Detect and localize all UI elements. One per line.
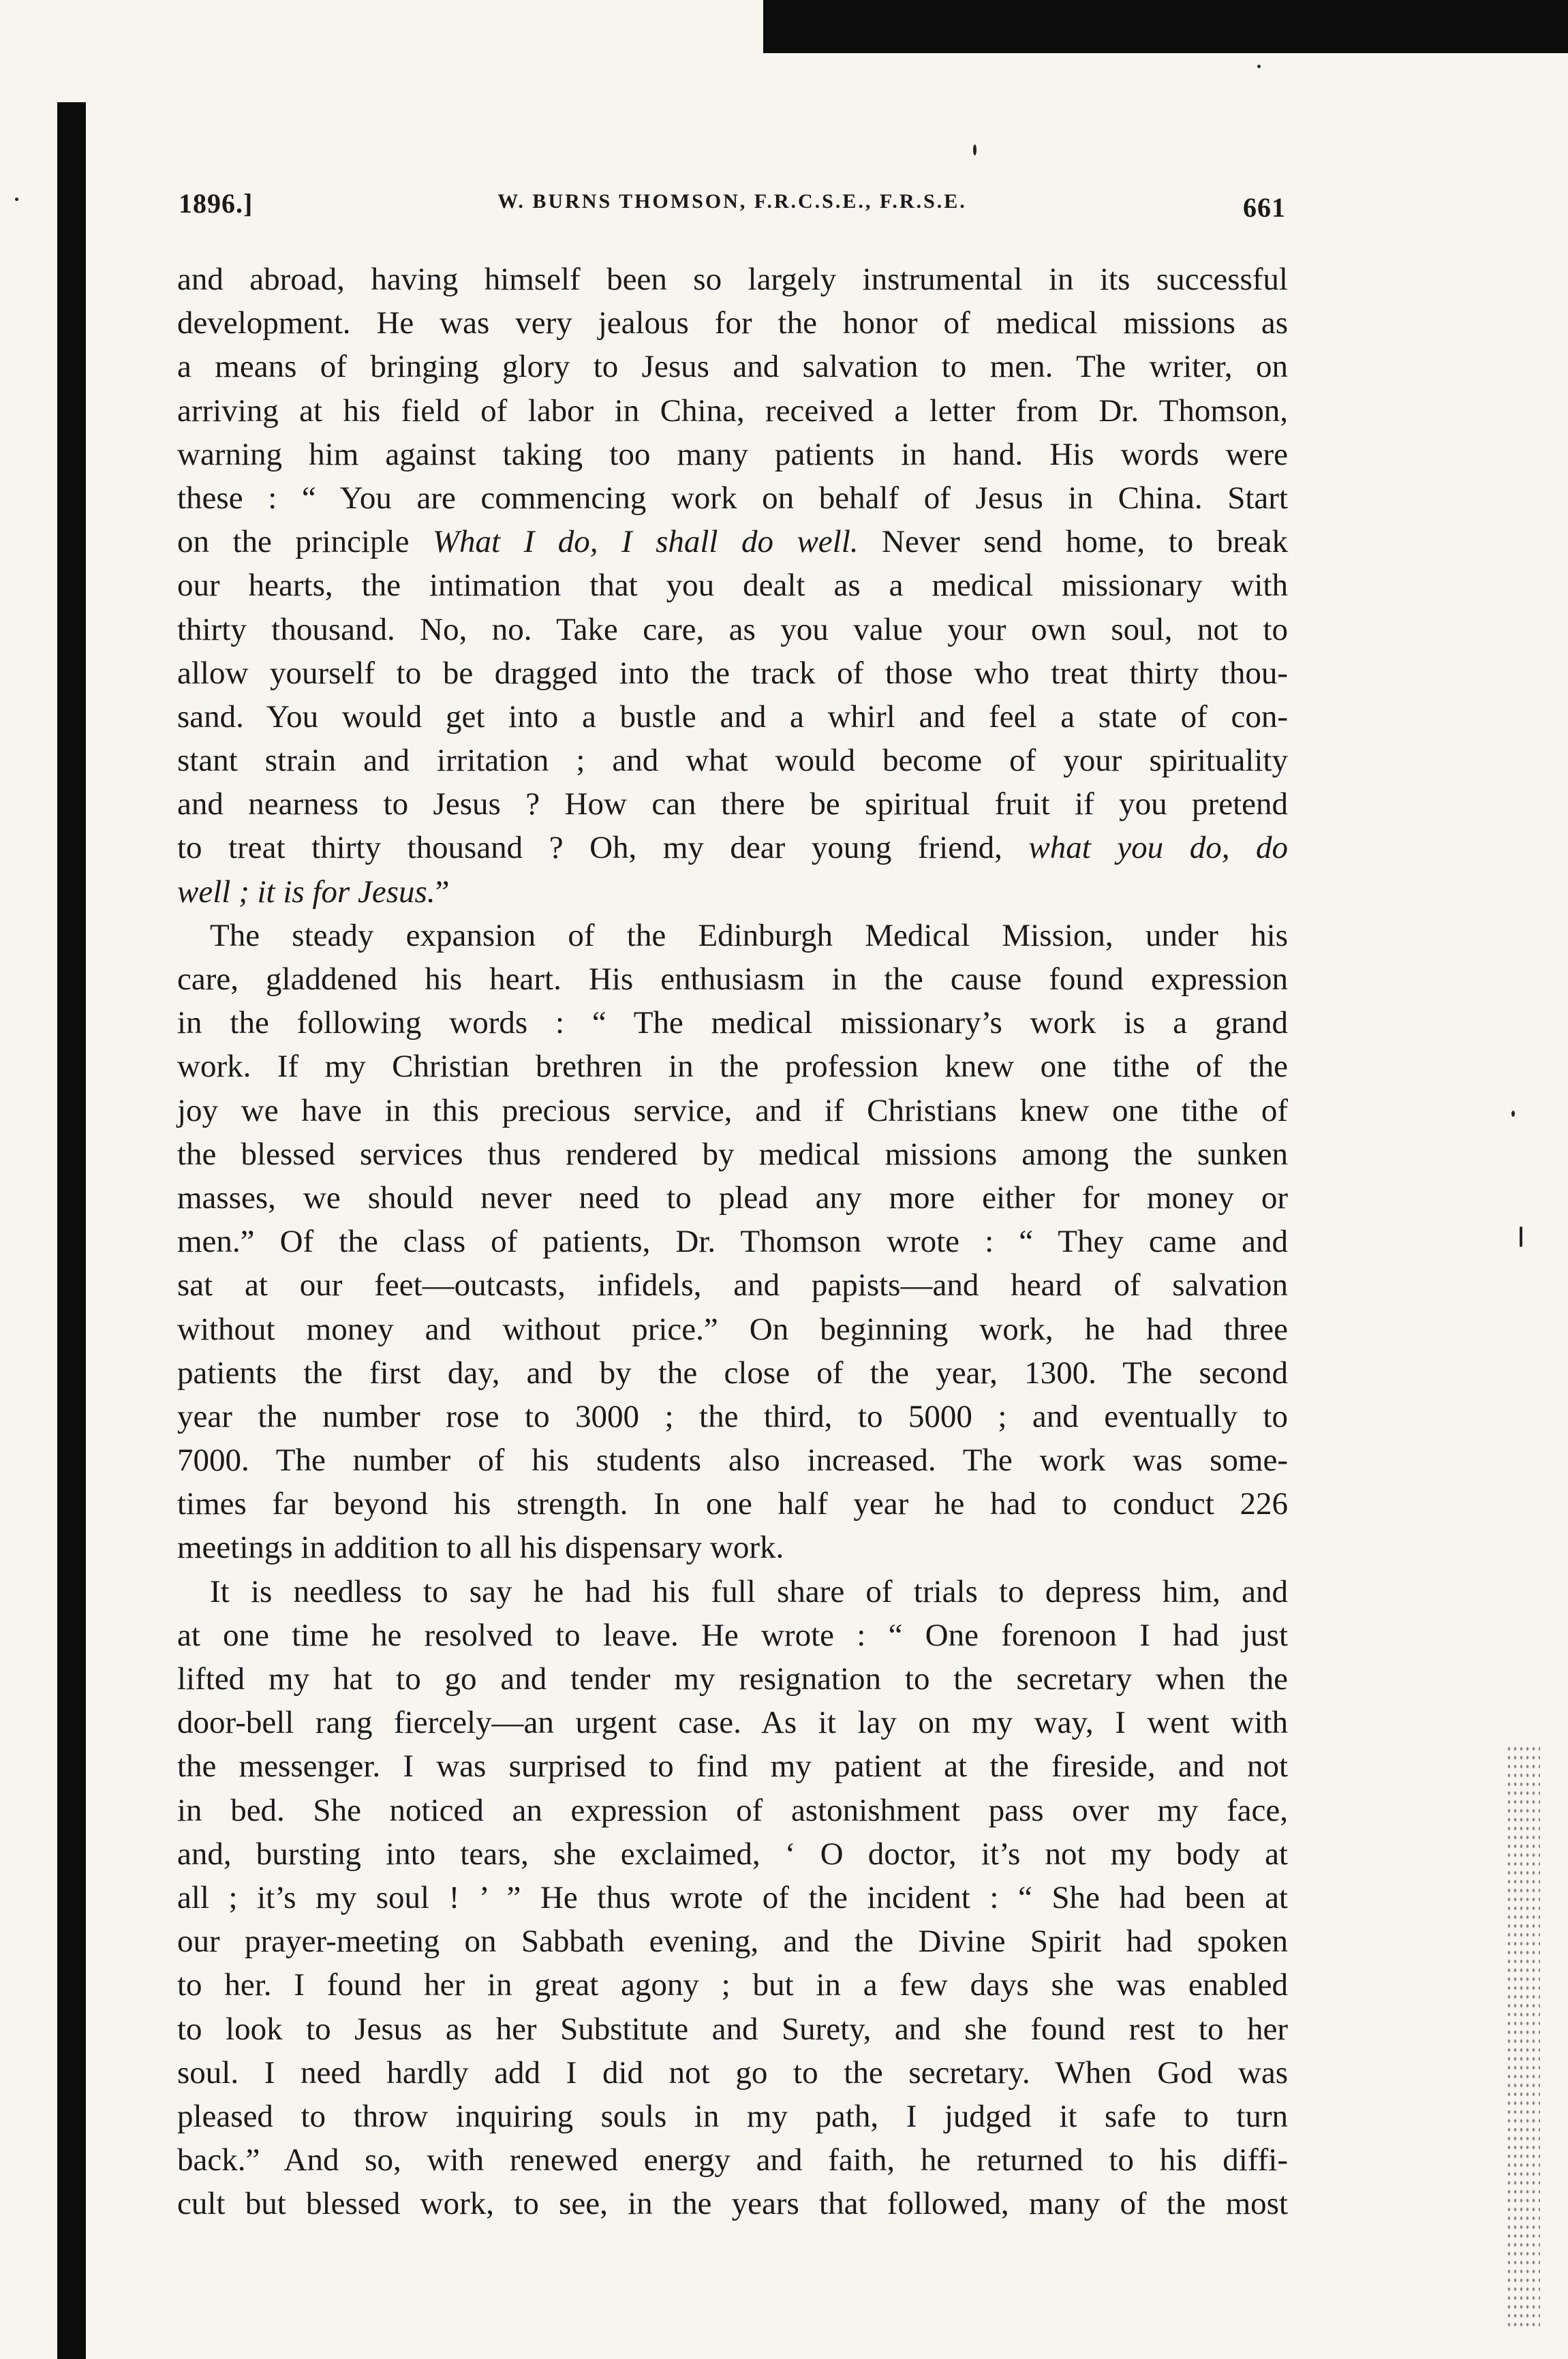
text-line: joy we have in this precious service, and if Christians knew one tithe of xyxy=(177,1092,1288,1128)
body-text xyxy=(177,258,1288,2225)
text-line: 7000. The number of his students also increased. The work was some- xyxy=(177,1443,1288,1479)
text-line: the blessed services thus rendered by medical missions among the sunken xyxy=(177,1136,1288,1172)
text-line: and abroad, having himself been so largely instrumental in its successful xyxy=(177,262,1288,297)
text-line: men.” Of the class of patients, Dr. Thomson wrote : “ They came and xyxy=(177,1224,1288,1260)
text-line: and nearness to Jesus ? How can there be spiritual fruit if you pretend xyxy=(177,786,1288,822)
text-line: in bed. She noticed an expression of astonishment pass over my face, xyxy=(177,1792,1288,1828)
paragraph-start-line: It is needless to say he had his full share of trials to depress him, and xyxy=(210,1573,1288,1609)
text-line: a means of bringing glory to Jesus and salvation to men. The writer, on xyxy=(177,349,1288,385)
text-line: work. If my Christian brethren in the profession knew one tithe of the xyxy=(177,1049,1288,1085)
scan-speck xyxy=(1511,1111,1515,1117)
scan-margin-marks xyxy=(1506,1744,1540,2330)
text-line: without money and without price.” On beginning work, he had three xyxy=(177,1311,1288,1347)
text-line: the messenger. I was surprised to find my patient at the fireside, and not xyxy=(177,1748,1288,1785)
text-line: all ; it’s my soul ! ’ ” He thus wrote of the incident : “ She had been at xyxy=(177,1879,1288,1915)
text-line: warning him against taking too many patients in hand. His words were xyxy=(177,436,1288,472)
text-line: on the principle What I do, I shall do well. Never send home, to break xyxy=(177,524,1288,560)
text-line: to her. I found her in great agony ; but in a few days she was enabled xyxy=(177,1967,1288,2003)
text-line: lifted my hat to go and tender my resignation to the secretary when the xyxy=(177,1661,1288,1697)
text-line: cult but blessed work, to see, in the years that followed, many of the most xyxy=(177,2186,1288,2222)
text-line: thirty thousand. No, no. Take care, as you value your own soul, not to xyxy=(177,611,1288,647)
scan-border-top xyxy=(763,0,1568,53)
text-line: our hearts, the intimation that you dealt as a medical missionary with xyxy=(177,568,1288,604)
text-line: masses, we should never need to plead any more either for money or xyxy=(177,1180,1288,1216)
header-title: W. BURNS THOMSON, F.R.C.S.E., F.R.S.E. xyxy=(497,190,967,213)
text-line: stant strain and irritation ; and what would become of your spirituality xyxy=(177,743,1288,779)
text-line: times far beyond his strength. In one half year he had to conduct 226 xyxy=(177,1486,1288,1522)
header-year: 1896.] xyxy=(179,188,253,219)
text-line: soul. I need hardly add I did not go to the secretary. When God was xyxy=(177,2054,1288,2091)
scan-speck xyxy=(1257,65,1261,68)
text-line: back.” And so, with renewed energy and faith, he returned to his diffi- xyxy=(177,2142,1288,2178)
scan-speck xyxy=(15,198,18,201)
text-line: meetings in addition to all his dispensary work. xyxy=(177,1530,784,1566)
scan-speck xyxy=(1520,1227,1522,1247)
paragraph-start-line: The steady expansion of the Edinburgh Medical Mission, under his xyxy=(210,917,1288,953)
text-line: allow yourself to be dragged into the track of those who treat thirty thou- xyxy=(177,655,1288,691)
page-number: 661 xyxy=(1243,192,1286,223)
scan-border-left xyxy=(57,102,86,2359)
text-line: well ; it is for Jesus.” xyxy=(177,874,450,910)
text-line: these : “ You are commencing work on behalf of Jesus in China. Start xyxy=(177,480,1288,516)
text-line: year the number rose to 3000 ; the third, to 5000 ; and eventually to xyxy=(177,1398,1288,1434)
text-line: care, gladdened his heart. His enthusiasm in the cause found expression xyxy=(177,961,1288,997)
text-line: in the following words : “ The medical missionary’s work is a grand xyxy=(177,1005,1288,1041)
running-head xyxy=(179,187,1286,228)
text-line: arriving at his field of labor in China, received a letter from Dr. Thomson, xyxy=(177,392,1288,429)
text-line: and, bursting into tears, she exclaimed, ‘ O doctor, it’s not my body at xyxy=(177,1836,1288,1872)
scan-speck xyxy=(973,144,977,155)
text-line: pleased to throw inquiring souls in my path, I judged it safe to turn xyxy=(177,2098,1288,2134)
text-line: to treat thirty thousand ? Oh, my dear young friend, what you do, do xyxy=(177,830,1288,866)
text-line: patients the first day, and by the close of the year, 1300. The second xyxy=(177,1355,1288,1391)
text-line: development. He was very jealous for the honor of medical missions as xyxy=(177,305,1288,341)
text-line: sand. You would get into a bustle and a whirl and feel a state of con- xyxy=(177,698,1288,735)
text-line: to look to Jesus as her Substitute and Surety, and she found rest to her xyxy=(177,2011,1288,2047)
text-line: our prayer-meeting on Sabbath evening, and the Divine Spirit had spoken xyxy=(177,1924,1288,1960)
text-line: sat at our feet—outcasts, infidels, and papists—and heard of salvation xyxy=(177,1267,1288,1304)
italic-text: What I do, I shall do well. xyxy=(432,524,859,560)
italic-text: what you do, do xyxy=(1028,830,1288,866)
text-line: door-bell rang fiercely—an urgent case. As it lay on my way, I went with xyxy=(177,1705,1288,1741)
italic-text: well ; it is for Jesus. xyxy=(177,874,435,910)
text-line: at one time he resolved to leave. He wrote : “ One forenoon I had just xyxy=(177,1617,1288,1653)
